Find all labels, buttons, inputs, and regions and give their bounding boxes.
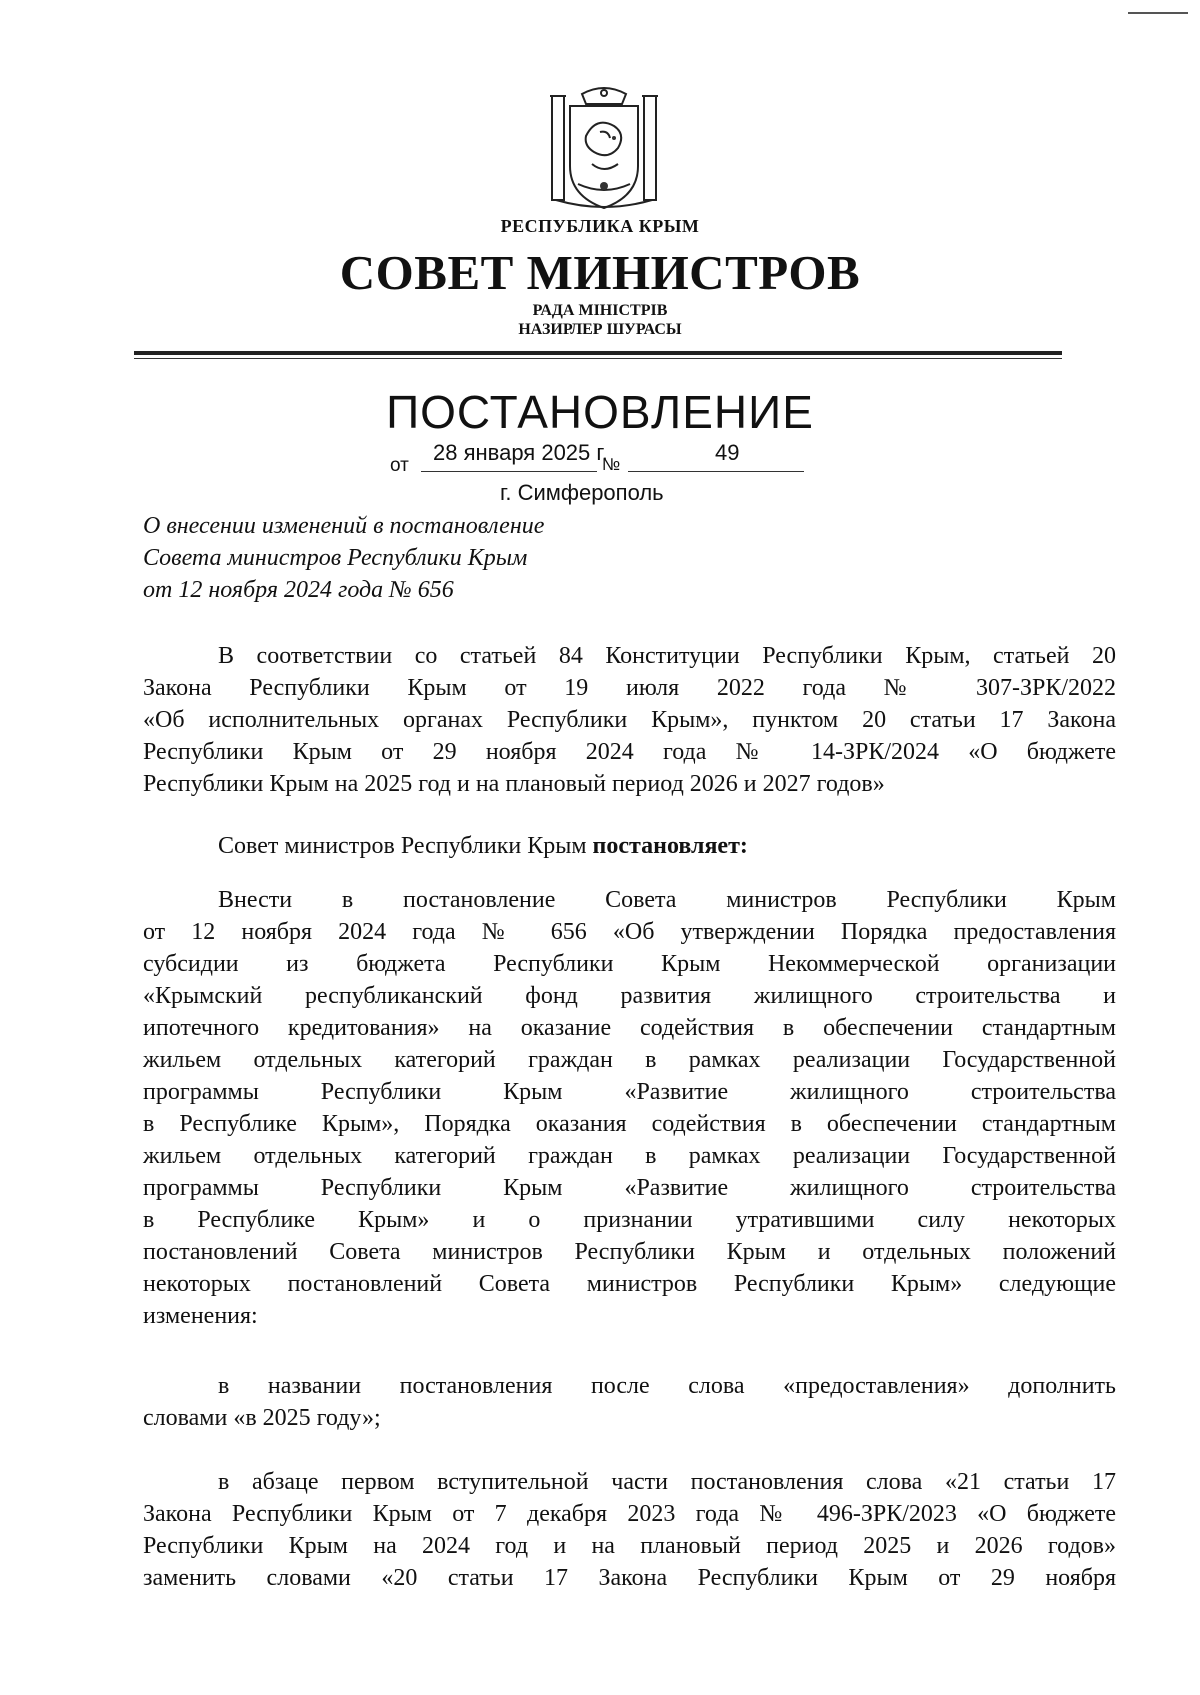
text-line: изменения:: [143, 1303, 258, 1329]
resolves-text: Совет министров Республики Крым: [218, 833, 593, 859]
resolves-keyword: постановляет: [592, 833, 740, 859]
scan-mark: [1128, 12, 1188, 14]
text-line: в названии постановления после слова «предоставления» дополнить: [218, 1373, 1116, 1399]
text-line: в абзаце первом вступительной части постановления слова «21 статьи 17: [218, 1469, 1116, 1495]
number-label: №: [602, 455, 621, 474]
paragraph-preamble-change: [143, 1466, 1116, 1594]
text-line: «Об исполнительных органах Республики Крым», пунктом 20 статьи 17 Закона: [143, 707, 1116, 733]
text-line: [143, 830, 1116, 862]
header-divider-thin: [134, 358, 1062, 359]
number-underline: [628, 471, 804, 472]
text-line: программы Республики Крым «Развитие жилищного строительства: [143, 1175, 1116, 1201]
council-title: СОВЕТ МИНИСТРОВ: [339, 245, 861, 300]
council-title-crimean-tatar: НАЗИРЛЕР ШУРАСЫ: [518, 321, 682, 338]
text-line: Республики Крым на 2024 год и на плановый период 2025 и 2026 годов»: [143, 1533, 1116, 1559]
text-line: постановлений Совета министров Республики Крым и отдельных положений: [143, 1239, 1116, 1265]
document-type: ПОСТАНОВЛЕНИЕ: [386, 386, 814, 438]
text-line: жильем отдельных категорий граждан в рамках реализации Государственной: [143, 1143, 1116, 1169]
text-line: некоторых постановлений Совета министров Республики Крым» следующие: [143, 1271, 1116, 1297]
text-line: Внести в постановление Совета министров Республики Крым: [218, 887, 1116, 913]
text-line: жильем отдельных категорий граждан в рамках реализации Государственной: [143, 1047, 1116, 1073]
text-line: заменить словами «20 статьи 17 Закона Республики Крым от 29 ноября: [143, 1565, 1116, 1591]
council-title-ukrainian: РАДА МІНІСТРІВ: [532, 302, 668, 319]
paragraph-legal-basis: [143, 640, 1116, 800]
text-line: ипотечного кредитования» на оказание содействия в обеспечении стандартным: [143, 1015, 1116, 1041]
paragraph-resolves: [143, 830, 1116, 862]
subject-line: Совета министров Республики Крым: [143, 545, 528, 571]
republic-name: РЕСПУБЛИКА КРЫМ: [500, 216, 700, 236]
header-divider: [134, 351, 1062, 355]
document-city: г. Симферополь: [500, 480, 664, 505]
text-line: словами «в 2025 году»;: [143, 1405, 381, 1431]
text-line: субсидии из бюджета Республики Крым Некоммерческой организации: [143, 951, 1116, 977]
text-line: от 12 ноября 2024 года № 656 «Об утверждении Порядка предоставления: [143, 919, 1116, 945]
text-line: программы Республики Крым «Развитие жилищного строительства: [143, 1079, 1116, 1105]
text-line: в Республике Крым», Порядка оказания содействия в обеспечении стандартным: [143, 1111, 1116, 1137]
text-line: Закона Республики Крым от 19 июля 2022 года № 307-ЗРК/2022: [143, 675, 1116, 701]
text-line: «Крымский республиканский фонд развития жилищного строительства и: [143, 983, 1116, 1009]
subject-line: О внесении изменений в постановление: [143, 513, 545, 539]
paragraph-title-change: [143, 1370, 1116, 1434]
subject-line: от 12 ноября 2024 года № 656: [143, 577, 454, 603]
document-subject: [143, 510, 544, 606]
text-line: в Республике Крым» и о признании утратившими силу некоторых: [143, 1207, 1116, 1233]
document-number: 49: [715, 440, 740, 465]
text-line: Закона Республики Крым от 7 декабря 2023 года № 496-ЗРК/2023 «О бюджете: [143, 1501, 1116, 1527]
date-prefix: от: [390, 455, 409, 476]
crimea-coat-of-arms-icon: [548, 86, 660, 216]
resolves-colon: :: [739, 833, 748, 859]
text-line: В соответствии со статьей 84 Конституции Республики Крым, статьей 20: [218, 643, 1116, 669]
paragraph-amendment: [143, 884, 1116, 1332]
date-number-row: [390, 440, 810, 476]
date-underline: [421, 471, 597, 472]
text-line: Республики Крым на 2025 год и на плановый период 2026 и 2027 годов»: [143, 771, 885, 797]
document-date: 28 января 2025 г.: [433, 440, 608, 465]
text-line: Республики Крым от 29 ноября 2024 года № 14-ЗРК/2024 «О бюджете: [143, 739, 1116, 765]
